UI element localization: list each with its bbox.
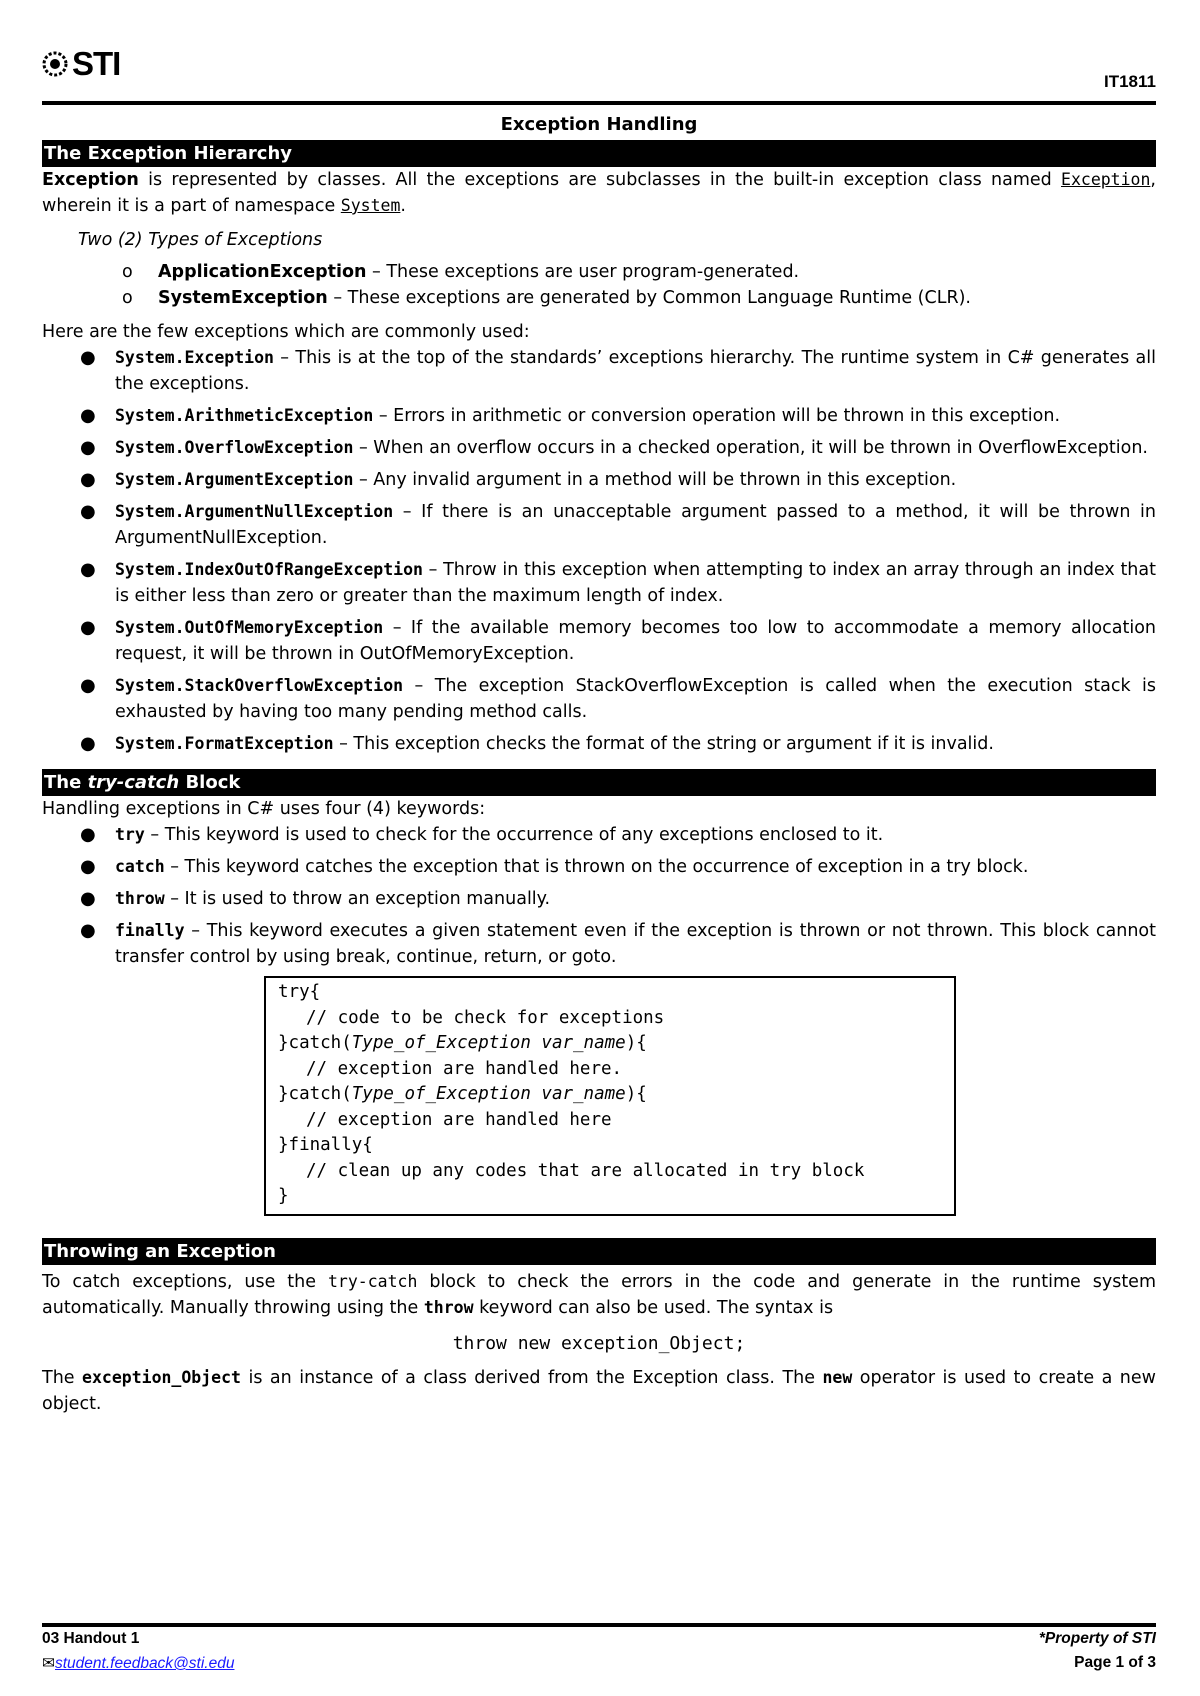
bullet-icon: ● [80, 920, 96, 941]
text: block to check the errors in the code and generate in the runtime system automatically. Manually throwing using the [42, 1271, 1156, 1318]
keyword-desc: – This keyword is used to check for the occurrence of any exceptions enclosed to it. [144, 825, 884, 845]
text: keyword can also be used. The syntax is [473, 1297, 834, 1318]
list-item [42, 345, 1156, 397]
namespace-system: System [340, 196, 401, 215]
exception-desc: – If the available memory becomes too low to accommodate a memory allocation request, it will be thrown in OutOfMemoryException. [115, 618, 1156, 664]
exception-name: System.FormatException [115, 734, 334, 753]
list-item [42, 822, 1156, 848]
exception-desc: – If there is an unacceptable argument passed to a method, it will be thrown in ArgumentNullException. [115, 502, 1156, 548]
sti-logo [42, 44, 120, 84]
code-line: // exception are handled here [306, 1109, 612, 1130]
exception-desc: – Errors in arithmetic or conversion operation will be thrown in this exception. [373, 406, 1061, 426]
throw-syntax: throw new exception_Object; [452, 1332, 746, 1354]
keyword-desc: – This keyword catches the exception that is thrown on the occurrence of exception in a try block. [164, 857, 1029, 877]
bullet-icon: ● [80, 733, 96, 754]
list-item [42, 403, 1156, 429]
text: is an instance of a class derived from the Exception class. The [240, 1367, 823, 1388]
logo-text: STI [72, 45, 121, 82]
envelope-icon: ✉ [42, 1655, 55, 1672]
code-line: try{ [278, 982, 321, 1002]
section-heading-exception-hierarchy: The Exception Hierarchy [42, 140, 1156, 167]
keyword-desc: – This keyword executes a given statement even if the exception is thrown or not thrown. This block cannot transfer control by using break, continue, return, or goto. [115, 921, 1156, 967]
exception-class-name: Exception [1061, 170, 1151, 189]
feedback-email [42, 1654, 234, 1673]
list-item [42, 615, 1156, 667]
inline-code: new [822, 1367, 853, 1387]
list-item [42, 731, 1156, 757]
code-line: // code to be check for exceptions [306, 1007, 665, 1028]
bullet-icon: ● [80, 856, 96, 877]
bullet-icon: ● [80, 501, 96, 522]
exception-desc: – Any invalid argument in a method will be thrown in this exception. [353, 470, 957, 490]
code-line: }finally{ [278, 1135, 373, 1155]
email-link[interactable]: student.feedback@sti.edu [55, 1655, 235, 1672]
document-title: Exception Handling [500, 114, 698, 135]
exception-desc: – When an overflow occurs in a checked operation, it will be thrown in OverflowException. [353, 438, 1148, 458]
code-token: }catch( [278, 1033, 352, 1053]
bullet-icon: ● [80, 617, 96, 638]
hierarchy-intro [42, 167, 1156, 219]
keywords-intro: Handling exceptions in C# uses four (4) keywords: [42, 799, 486, 819]
bullet-icon: ● [80, 824, 96, 845]
bullet-icon: ● [80, 888, 96, 909]
text: To catch exceptions, use the [42, 1271, 328, 1292]
heading-post: Block [179, 772, 241, 793]
keyword-desc: – It is used to throw an exception manually. [164, 889, 551, 909]
header-divider [42, 101, 1156, 105]
list-item [42, 673, 1156, 725]
circle-bullet-icon: o [122, 262, 133, 282]
list-item [42, 499, 1156, 551]
code-token: Type_of_Exception var_name [351, 1033, 626, 1053]
keyword-name: throw [115, 889, 165, 908]
keyword-name: catch [115, 857, 165, 876]
type-desc: – These exceptions are user program-generated. [366, 262, 800, 282]
list-item [42, 557, 1156, 609]
exception-name: System.ArgumentException [115, 470, 354, 489]
bullet-icon: ● [80, 347, 96, 368]
common-exceptions-intro: Here are the few exceptions which are commonly used: [42, 322, 530, 342]
list-item [42, 285, 1156, 311]
type-name: ApplicationException [158, 262, 367, 282]
list-item [42, 435, 1156, 461]
list-item [42, 886, 1156, 912]
exception-name: System.OverflowException [115, 438, 354, 457]
code-line [278, 1082, 942, 1108]
exception-types-list [42, 259, 1156, 311]
heading-pre: The [44, 772, 88, 793]
exception-name: System.IndexOutOfRangeException [115, 560, 423, 579]
term-exception: Exception [42, 170, 139, 190]
exception-desc: – This exception checks the format of the string or argument if it is invalid. [333, 734, 994, 754]
exception-name: System.ArithmeticException [115, 406, 374, 425]
document-body [42, 112, 1156, 1417]
text: operator is used to create a new object. [42, 1367, 1156, 1414]
circle-bullet-icon: o [122, 288, 133, 308]
footer-divider [42, 1623, 1156, 1627]
exception-desc: – The exception StackOverflowException is called when the execution stack is exhausted by having too many pending method calls. [115, 676, 1156, 722]
page-header [42, 44, 1156, 106]
code-line: } [278, 1186, 289, 1206]
heading-italic: try-catch [87, 772, 180, 793]
bullet-icon: ● [80, 675, 96, 696]
inline-code: throw [423, 1297, 474, 1317]
exception-object-paragraph [42, 1365, 1156, 1417]
code-line [278, 1031, 942, 1057]
code-block [264, 976, 956, 1216]
property-label: *Property of STI [1038, 1630, 1156, 1647]
bullet-icon: ● [80, 405, 96, 426]
exception-name: System.Exception [115, 348, 274, 367]
exception-desc: – Throw in this exception when attempting to index an array through an index that is either less than zero or greater than the maximum length of index. [115, 560, 1156, 606]
exception-name: System.ArgumentNullException [115, 502, 394, 521]
code-token: ){ [625, 1084, 647, 1104]
list-item [42, 467, 1156, 493]
section-heading-throwing: Throwing an Exception [42, 1238, 1156, 1265]
code-token: }catch( [278, 1084, 352, 1104]
type-desc: – These exceptions are generated by Common Language Runtime (CLR). [327, 288, 971, 308]
intro-text: is represented by classes. All the exceptions are subclasses in the built-in exception class named [138, 170, 1062, 190]
section-heading-try-catch [42, 769, 1156, 796]
exception-name: System.OutOfMemoryException [115, 618, 384, 637]
code-token: Type_of_Exception var_name [351, 1084, 626, 1104]
inline-code: exception_Object [82, 1367, 241, 1387]
exception-name: System.StackOverflowException [115, 676, 404, 695]
page-number: Page 1 of 3 [1074, 1654, 1156, 1671]
course-code: IT1811 [1104, 72, 1156, 91]
code-line: // exception are handled here. [306, 1058, 623, 1079]
keyword-name: finally [115, 921, 185, 940]
bullet-icon: ● [80, 437, 96, 458]
intro-end: . [400, 196, 406, 216]
list-item [42, 854, 1156, 880]
list-item [42, 259, 1156, 285]
text: The [42, 1367, 83, 1388]
bullet-icon: ● [80, 469, 96, 490]
code-token: ){ [625, 1033, 647, 1053]
handout-label: 03 Handout 1 [42, 1630, 140, 1647]
intro-text-2: , wherein it is a part of namespace [42, 170, 1156, 216]
common-exceptions-list [42, 345, 1156, 757]
bullet-icon: ● [80, 559, 96, 580]
exception-desc: – This is at the top of the standards’ exceptions hierarchy. The runtime system in C# generates all the exceptions. [115, 348, 1156, 394]
types-subheading: Two (2) Types of Exceptions [78, 230, 323, 250]
type-name: SystemException [158, 288, 328, 308]
globe-icon [42, 49, 68, 79]
list-item [42, 918, 1156, 970]
document-page [42, 0, 1156, 1696]
keywords-list [42, 822, 1156, 970]
inline-code: try-catch [327, 1271, 418, 1291]
code-line: // clean up any codes that are allocated in try block [306, 1160, 865, 1181]
keyword-name: try [115, 825, 145, 844]
throwing-paragraph [42, 1269, 1156, 1321]
